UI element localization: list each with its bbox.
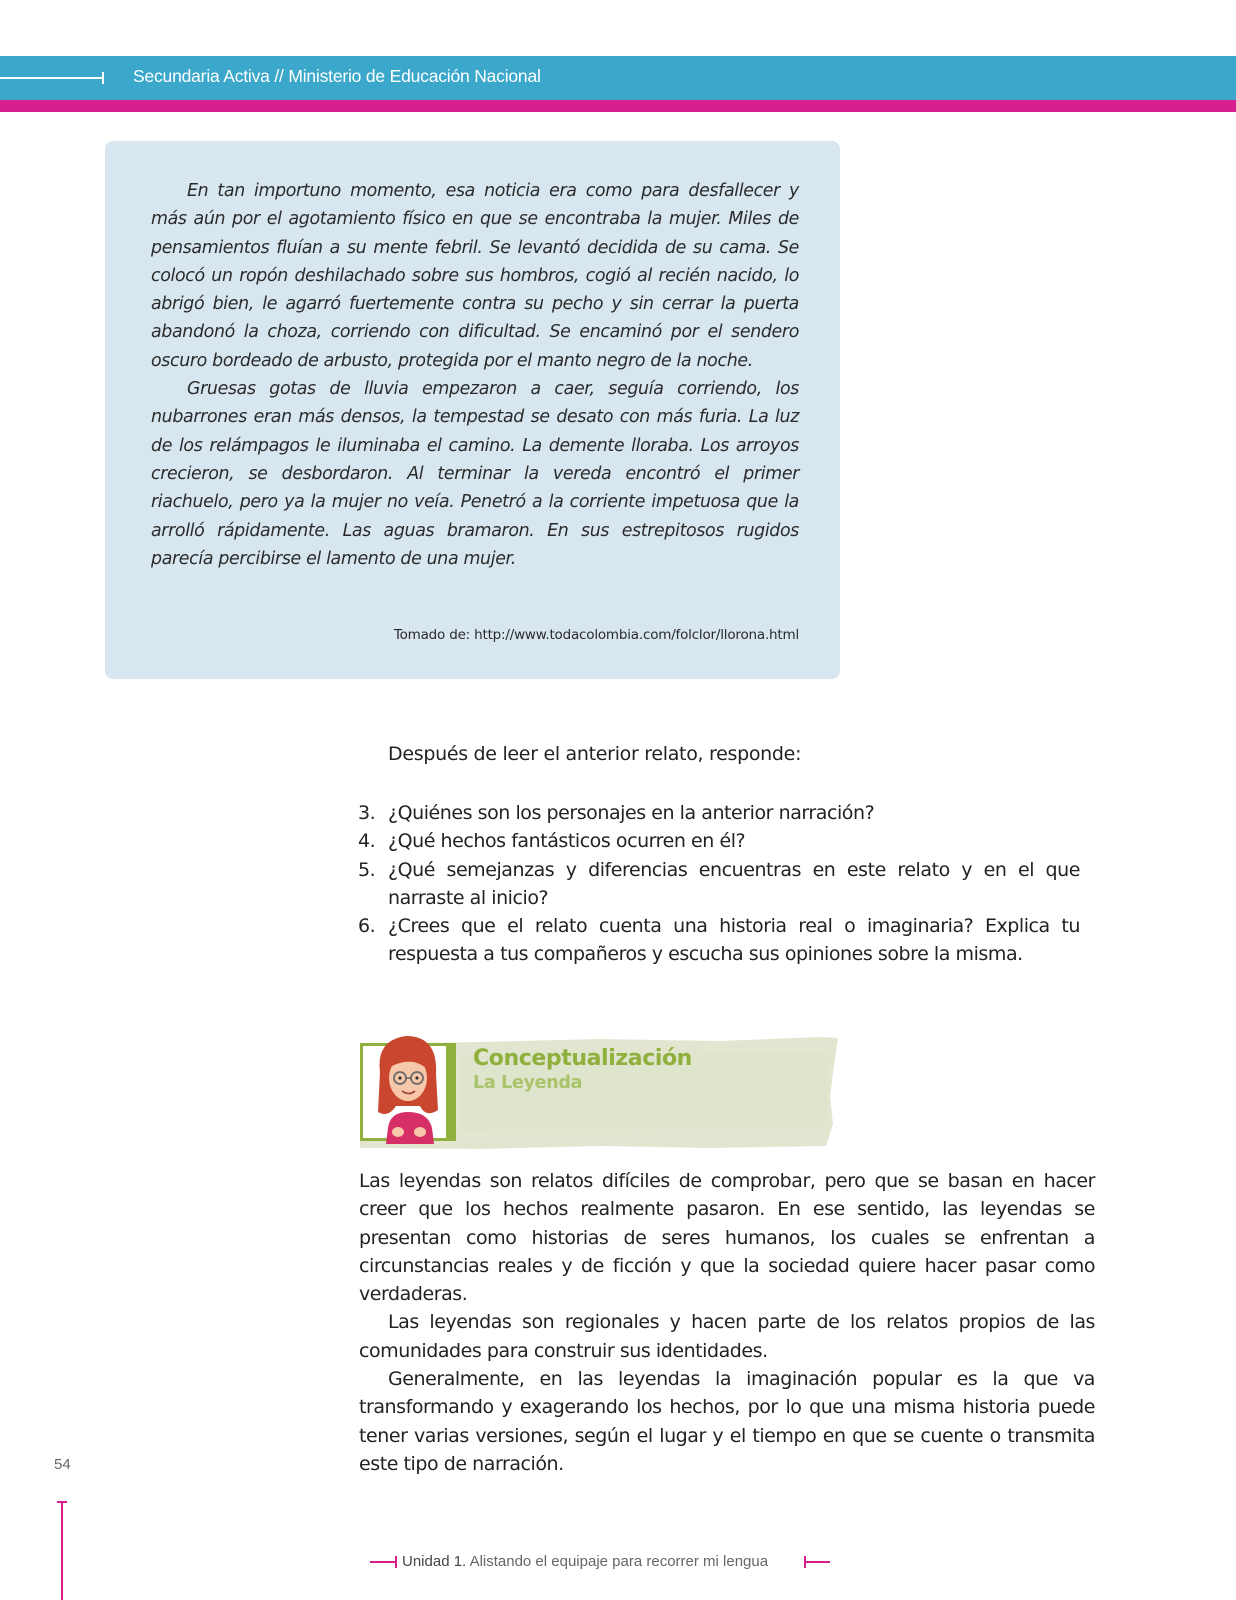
question-number: 6. xyxy=(358,915,376,938)
header-rule xyxy=(0,77,104,79)
question-item xyxy=(358,856,1080,913)
header-accent-stripe xyxy=(0,100,1236,112)
body-paragraph: Generalmente, en las leyendas la imaginación popular es la que va transformando y exagerando los hechos, por lo que una misma historia puede tener varias versiones, según el lugar y el tiempo en que se cuente o transmita este tipo de narración. xyxy=(359,1368,1095,1475)
margin-rule xyxy=(61,1502,63,1600)
footer-rule-left-tick xyxy=(395,1556,397,1568)
footer-unit-title: Alistando el equipaje para recorrer mi lengua xyxy=(469,1553,769,1570)
concept-subtitle: La Leyenda xyxy=(473,1073,583,1093)
girl-with-glasses-avatar-icon xyxy=(366,1032,456,1144)
question-item xyxy=(358,799,1080,827)
story-paragraph: En tan importuno momento, esa noticia era como para desfallecer y más aún por el agotamiento físico en que se encontraba la mujer. Miles de pensamientos fluían a su mente febril. Se levantó decidida de su cama. Se colocó un ropón deshilachado sobre sus hombros, cogió al recién nacido, lo abrigó bien, le agarró fuertemente contra su pecho y sin cerrar la puerta abandonó la choza, corriendo con dificultad. Se encaminó por el sendero oscuro bordeado de arbusto, protegida por el manto negro de la noche. xyxy=(151,181,799,371)
story-paragraph: Gruesas gotas de lluvia empezaron a caer, seguía corriendo, los nubarrones eran más densos, la tempestad se desato con más furia. La luz de los relámpagos le iluminaba el camino. La demente lloraba. Los arroyos crecieron, se desbordaron. Al terminar la vereda encontró el primer riachuelo, pero ya la mujer no veía. Penetró a la corriente impetuosa que la arrolló rápidamente. Las aguas bramaron. En sus estrepitosos rugidos parecía percibirse el lamento de una mujer. xyxy=(151,379,799,569)
footer-rule-right xyxy=(804,1561,830,1563)
question-item xyxy=(358,827,1080,855)
footer-unit-caption xyxy=(402,1553,768,1570)
story-source-citation: Tomado de: http://www.todacolombia.com/folclor/llorona.html xyxy=(393,627,799,643)
concept-title: Conceptualización xyxy=(473,1046,692,1071)
question-item xyxy=(358,912,1080,969)
question-number: 3. xyxy=(358,802,376,824)
story-excerpt xyxy=(151,177,799,573)
page-number: 54 xyxy=(54,1456,71,1473)
question-text: ¿Quiénes son los personajes en la anterior narración? xyxy=(388,802,875,824)
question-text: ¿Qué semejanzas y diferencias encuentras en este relato y en el que narraste al inicio? xyxy=(388,858,1080,909)
activity-intro: Después de leer el anterior relato, responde: xyxy=(388,743,802,765)
question-text: ¿Crees que el relato cuenta una historia real o imaginaria? Explica tu respuesta a tus compañeros y escucha sus opiniones sobre la misma. xyxy=(388,915,1080,966)
question-number: 4. xyxy=(358,830,376,853)
header-rule-tick xyxy=(102,72,104,84)
footer-rule-left xyxy=(370,1561,396,1563)
body-paragraph: Las leyendas son regionales y hacen parte de los relatos propios de las comunidades para construir sus identidades. xyxy=(359,1311,1095,1362)
footer-unit-label: Unidad 1. xyxy=(402,1553,467,1570)
header-title: Secundaria Activa // Ministerio de Educación Nacional xyxy=(133,66,541,86)
question-text: ¿Qué hechos fantásticos ocurren en él? xyxy=(388,830,746,853)
body-paragraph: Las leyendas son relatos difíciles de comprobar, pero que se basan en hacer creer que los hechos realmente pasaron. En ese sentido, las leyendas se presentan como historias de seres humanos, los cuales se enfrentan a circunstancias reales y de ficción y que la sociedad quiere hacer pasar como verdaderas. xyxy=(359,1170,1095,1306)
question-list xyxy=(358,799,1080,969)
concept-body xyxy=(359,1167,1095,1478)
question-number: 5. xyxy=(358,858,376,881)
